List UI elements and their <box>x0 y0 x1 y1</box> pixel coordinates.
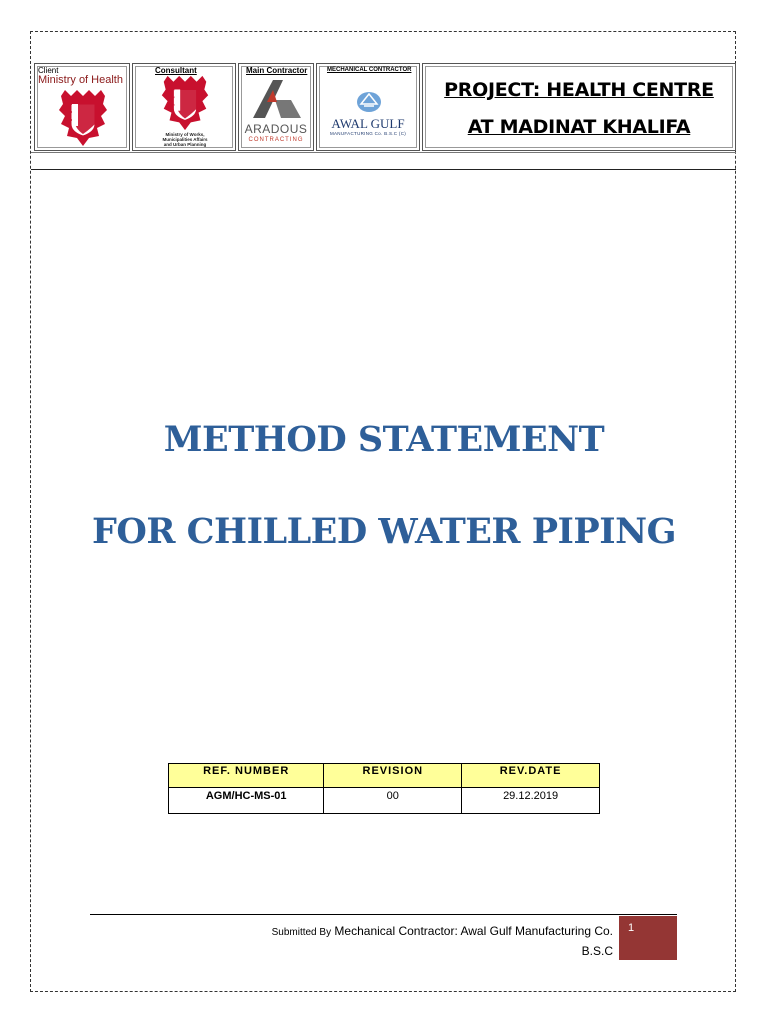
project-title-line1: PROJECT: HEALTH CENTRE <box>444 79 714 101</box>
main-contractor-logo-cell <box>238 63 314 151</box>
awal-gulf-logo-icon <box>355 90 383 114</box>
reference-table-header <box>169 764 600 788</box>
footer-text <box>230 922 613 960</box>
mechanical-contractor-sub: MANUFACTURING Co. B.S.C (C) <box>329 131 407 136</box>
bahrain-emblem-icon <box>157 74 213 132</box>
footer-divider <box>90 914 677 915</box>
footer-line1: Mechanical Contractor: Awal Gulf Manufacturing Co. <box>334 924 613 938</box>
footer-line2: B.S.C <box>581 944 613 958</box>
rev-date-value: 29.12.2019 <box>462 788 600 814</box>
document-title-line2: FOR CHILLED WATER PIPING <box>92 511 676 552</box>
client-name: Ministry of Health <box>38 74 123 86</box>
document-title-line1: METHOD STATEMENT <box>163 419 605 460</box>
mechanical-contractor-label: MECHANICAL CONTRACTOR <box>327 67 412 73</box>
main-contractor-name: ARADOUS <box>244 122 308 136</box>
header-divider <box>31 169 736 170</box>
header-rev-date: REV.DATE <box>462 764 600 788</box>
page-number: 1 <box>619 916 677 960</box>
mechanical-contractor-logo-cell <box>316 63 420 151</box>
header <box>34 63 736 151</box>
project-cell <box>422 63 736 151</box>
main-contractor-sub: CONTRACTING <box>248 137 304 143</box>
header-ref-number: REF. NUMBER <box>169 764 324 788</box>
footer-prefix: Submitted By <box>271 927 332 938</box>
consultant-label: Consultant <box>155 66 197 75</box>
consultant-text: Ministry of Works, Municipalities Affairs and Urban Planning <box>162 132 208 147</box>
reference-table <box>168 763 600 814</box>
project-title-line2: AT MADINAT KHALIFA <box>467 116 691 138</box>
client-label: Client <box>38 66 59 75</box>
table-row <box>169 788 600 814</box>
header-divider-thin <box>31 152 736 153</box>
main-contractor-label: Main Contractor <box>246 66 308 75</box>
ref-number-value: AGM/HC-MS-01 <box>169 788 324 814</box>
revision-value: 00 <box>324 788 462 814</box>
mechanical-contractor-name: AWAL GULF <box>331 116 405 131</box>
consultant-logo-cell <box>132 63 236 151</box>
bahrain-emblem-icon <box>55 88 111 148</box>
header-revision: REVISION <box>324 764 462 788</box>
client-logo-cell <box>34 63 130 151</box>
aradous-logo-icon <box>251 78 303 120</box>
